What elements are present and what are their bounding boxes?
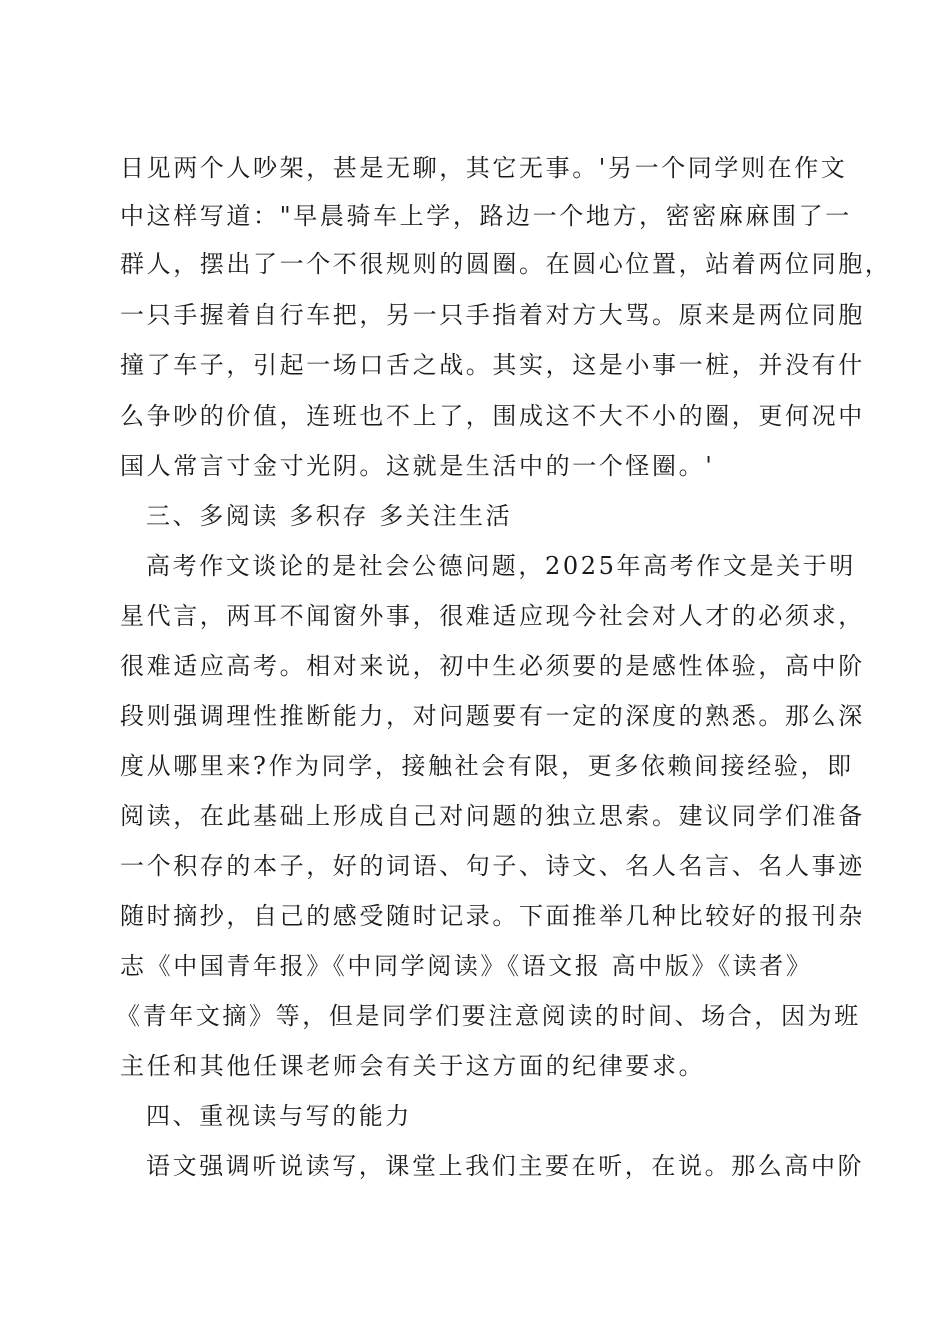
text-line: 《青年文摘》等，但是同学们要注意阅读的时间、场合，因为班 bbox=[116, 1002, 861, 1030]
section-heading: 四、重视读与写的能力 bbox=[146, 1102, 412, 1130]
text-line: 么争吵的价值，连班也不上了，围成这不大不小的圈，更何况中 bbox=[120, 402, 865, 430]
text-line: 主任和其他任课老师会有关于这方面的纪律要求。 bbox=[120, 1052, 706, 1080]
text-line: 一只手握着自行车把，另一只手指着对方大骂。原来是两位同胞 bbox=[120, 301, 865, 329]
text-line: 撞了车子，引起一场口舌之战。其实，这是小事一桩，并没有什 bbox=[120, 351, 865, 379]
text-line: 高考作文谈论的是社会公德问题，2025年高考作文是关于明 bbox=[146, 552, 856, 580]
text-line: 国人常言寸金寸光阴。这就是生活中的一个怪圈。' bbox=[120, 452, 715, 480]
text-line: 度从哪里来?作为同学，接触社会有限，更多依赖间接经验，即 bbox=[120, 752, 854, 780]
text-line: 日见两个人吵架，甚是无聊，其它无事。'另一个同学则在作文 bbox=[120, 154, 848, 182]
text-line: 很难适应高考。相对来说，初中生必须要的是感性体验，高中阶 bbox=[120, 652, 865, 680]
text-line: 一个积存的本子，好的词语、句子、诗文、名人名言、名人事迹 bbox=[120, 852, 865, 880]
text-line: 段则强调理性推断能力，对问题要有一定的深度的熟悉。那么深 bbox=[120, 702, 865, 730]
text-line: 随时摘抄，自己的感受随时记录。下面推举几种比较好的报刊杂 bbox=[120, 902, 865, 930]
text-line: 语文强调听说读写，课堂上我们主要在听，在说。那么高中阶 bbox=[146, 1152, 865, 1180]
text-line: 中这样写道："早晨骑车上学，路边一个地方，密密麻麻围了一 bbox=[120, 202, 852, 230]
text-line: 星代言，两耳不闻窗外事，很难适应现今社会对人才的必须求， bbox=[120, 602, 865, 630]
section-heading: 三、多阅读 多积存 多关注生活 bbox=[146, 502, 513, 530]
text-line: 志《中国青年报》《中同学阅读》《语文报 高中版》《读者》 bbox=[120, 952, 813, 980]
text-line: 群人，摆出了一个不很规则的圆圈。在圆心位置，站着两位同胞， bbox=[120, 250, 892, 278]
text-line: 阅读，在此基础上形成自己对问题的独立思索。建议同学们准备 bbox=[120, 802, 865, 830]
